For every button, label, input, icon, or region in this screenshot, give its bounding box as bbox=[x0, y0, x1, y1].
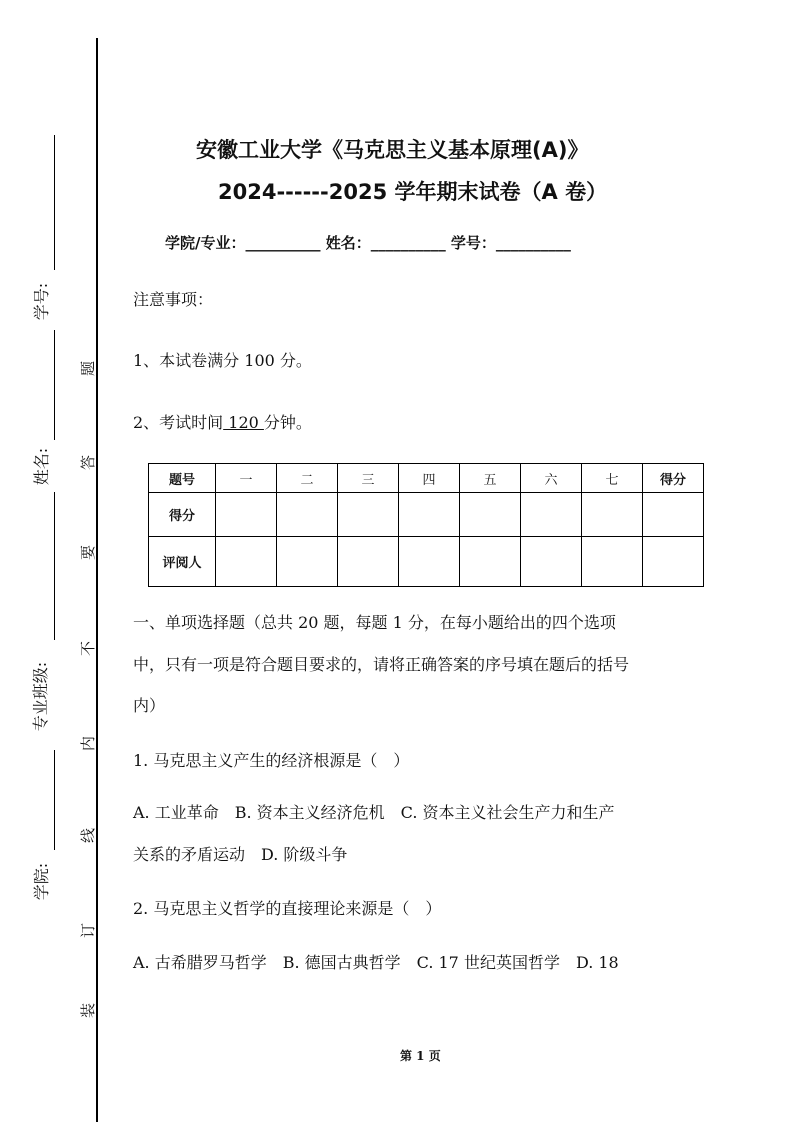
score-table bbox=[148, 463, 704, 587]
score-cell bbox=[399, 493, 460, 537]
page-number: 第 1 页 bbox=[400, 1049, 441, 1063]
question-stem: 2. 马克思主义哲学的直接理论来源是（ ） bbox=[133, 899, 442, 918]
table-row bbox=[149, 493, 704, 537]
seal-char: 线 bbox=[79, 827, 98, 844]
question-options: A. 工业革命 B. 资本主义经济危机 C. 资本主义社会生产力和生产 bbox=[133, 803, 615, 822]
note-item bbox=[133, 410, 312, 433]
seal-char: 装 bbox=[79, 1002, 98, 1019]
exam-subtitle: 2024------2025 学年期末试卷（A 卷） bbox=[218, 180, 608, 204]
margin-rule bbox=[54, 330, 55, 440]
seal-char: 题 bbox=[79, 360, 98, 377]
reviewer-cell bbox=[399, 537, 460, 587]
section-heading: 一、单项选择题（总共 20 题，每题 1 分，在每小题给出的四个选项 bbox=[133, 613, 616, 632]
margin-rule bbox=[54, 135, 55, 270]
margin-rule bbox=[54, 750, 55, 850]
question-stem: 1. 马克思主义产生的经济根源是（ ） bbox=[133, 751, 410, 770]
note-item: 1、本试卷满分 100 分。 bbox=[133, 351, 312, 370]
reviewer-cell bbox=[643, 537, 704, 587]
binding-line bbox=[96, 38, 98, 1122]
reviewer-cell bbox=[582, 537, 643, 587]
note-text: 2、考试时间 bbox=[133, 413, 224, 432]
seal-char: 内 bbox=[79, 735, 98, 752]
major-class-label: 专业班级: bbox=[31, 661, 51, 732]
score-cell bbox=[460, 493, 521, 537]
margin-rule bbox=[54, 492, 55, 640]
student-info-line: 学院/专业：__________ 姓名：__________ 学号：__________ bbox=[165, 234, 571, 252]
seal-char: 订 bbox=[79, 922, 98, 939]
table-header: 一 bbox=[216, 464, 277, 493]
table-header: 题号 bbox=[149, 464, 216, 493]
score-cell bbox=[338, 493, 399, 537]
notes-heading: 注意事项： bbox=[133, 290, 214, 309]
table-header: 三 bbox=[338, 464, 399, 493]
reviewer-cell bbox=[277, 537, 338, 587]
table-header: 五 bbox=[460, 464, 521, 493]
table-row bbox=[149, 537, 704, 587]
exam-duration: 120 bbox=[223, 413, 264, 432]
reviewer-cell bbox=[338, 537, 399, 587]
score-cell bbox=[277, 493, 338, 537]
table-header-row bbox=[149, 464, 704, 493]
score-cell bbox=[643, 493, 704, 537]
reviewer-cell bbox=[460, 537, 521, 587]
reviewer-cell bbox=[521, 537, 582, 587]
name-label: 姓名: bbox=[32, 447, 52, 486]
reviewer-cell bbox=[216, 537, 277, 587]
section-heading: 中，只有一项是符合题目要求的，请将正确答案的序号填在题后的括号 bbox=[133, 655, 630, 674]
question-options: A. 古希腊罗马哲学 B. 德国古典哲学 C. 17 世纪英国哲学 D. 18 bbox=[133, 953, 619, 972]
section-heading: 内） bbox=[133, 696, 166, 715]
seal-char: 答 bbox=[79, 454, 98, 471]
table-header: 七 bbox=[582, 464, 643, 493]
question-options: 关系的矛盾运动 D. 阶级斗争 bbox=[133, 845, 348, 864]
table-header: 四 bbox=[399, 464, 460, 493]
row-label: 评阅人 bbox=[149, 537, 216, 587]
score-cell bbox=[521, 493, 582, 537]
score-cell bbox=[216, 493, 277, 537]
student-id-label: 学号: bbox=[32, 282, 52, 321]
seal-char: 不 bbox=[79, 640, 98, 657]
note-text: 分钟。 bbox=[263, 413, 312, 432]
exam-title: 安徽工业大学《马克思主义基本原理(A)》 bbox=[196, 138, 589, 162]
table-header: 得分 bbox=[643, 464, 704, 493]
row-label: 得分 bbox=[149, 493, 216, 537]
seal-char: 要 bbox=[79, 544, 98, 561]
table-header: 二 bbox=[277, 464, 338, 493]
score-cell bbox=[582, 493, 643, 537]
table-header: 六 bbox=[521, 464, 582, 493]
college-label: 学院: bbox=[32, 862, 52, 901]
